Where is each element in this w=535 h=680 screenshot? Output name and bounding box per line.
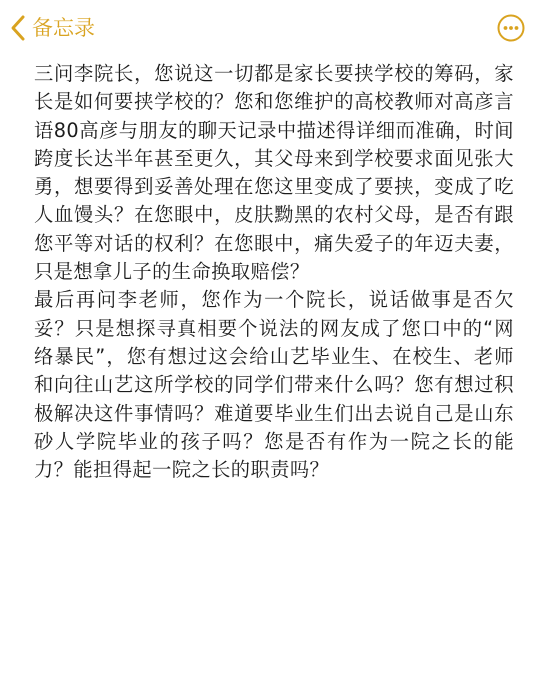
chevron-left-icon [10,14,26,42]
note-body[interactable] [34,60,514,484]
more-options-icon [497,14,525,42]
back-button[interactable] [10,12,95,44]
note-paragraph: 三问李院长，您说这一切都是家长要挟学校的筹码，家长是如何要挟学校的？您和您维护的高校教师对高彦言语80高彦与朋友的聊天记录中描述得详细而准确，时间跨度长达半年甚至更久，其父母来到学校要求面见张大勇，想要得到妥善处理在您这里变成了要挟，变成了吃人血馒头？在您眼中，皮肤黝黑的农村父母，是否有跟您平等对话的权利？在您眼中，痛失爱子的年迈夫妻，只是想拿儿子的生命换取赔偿？ [34,62,514,284]
more-options-button[interactable] [497,14,525,42]
back-button-label: 备忘录 [32,16,95,40]
navigation-bar [0,0,535,56]
note-paragraph: 最后再问李老师，您作为一个院长，说话做事是否欠妥？只是想探寻真相要个说法的网友成了您口中的“网络暴民”，您有想过这会给山艺毕业生、在校生、老师和向往山艺这所学校的同学们带来什么吗？您有想过积极解决这件事情吗？难道要毕业生们出去说自己是山东砂人学院毕业的孩子吗？您是否有作为一院之长的能力？能担得起一院之长的职责吗？ [34,288,514,482]
